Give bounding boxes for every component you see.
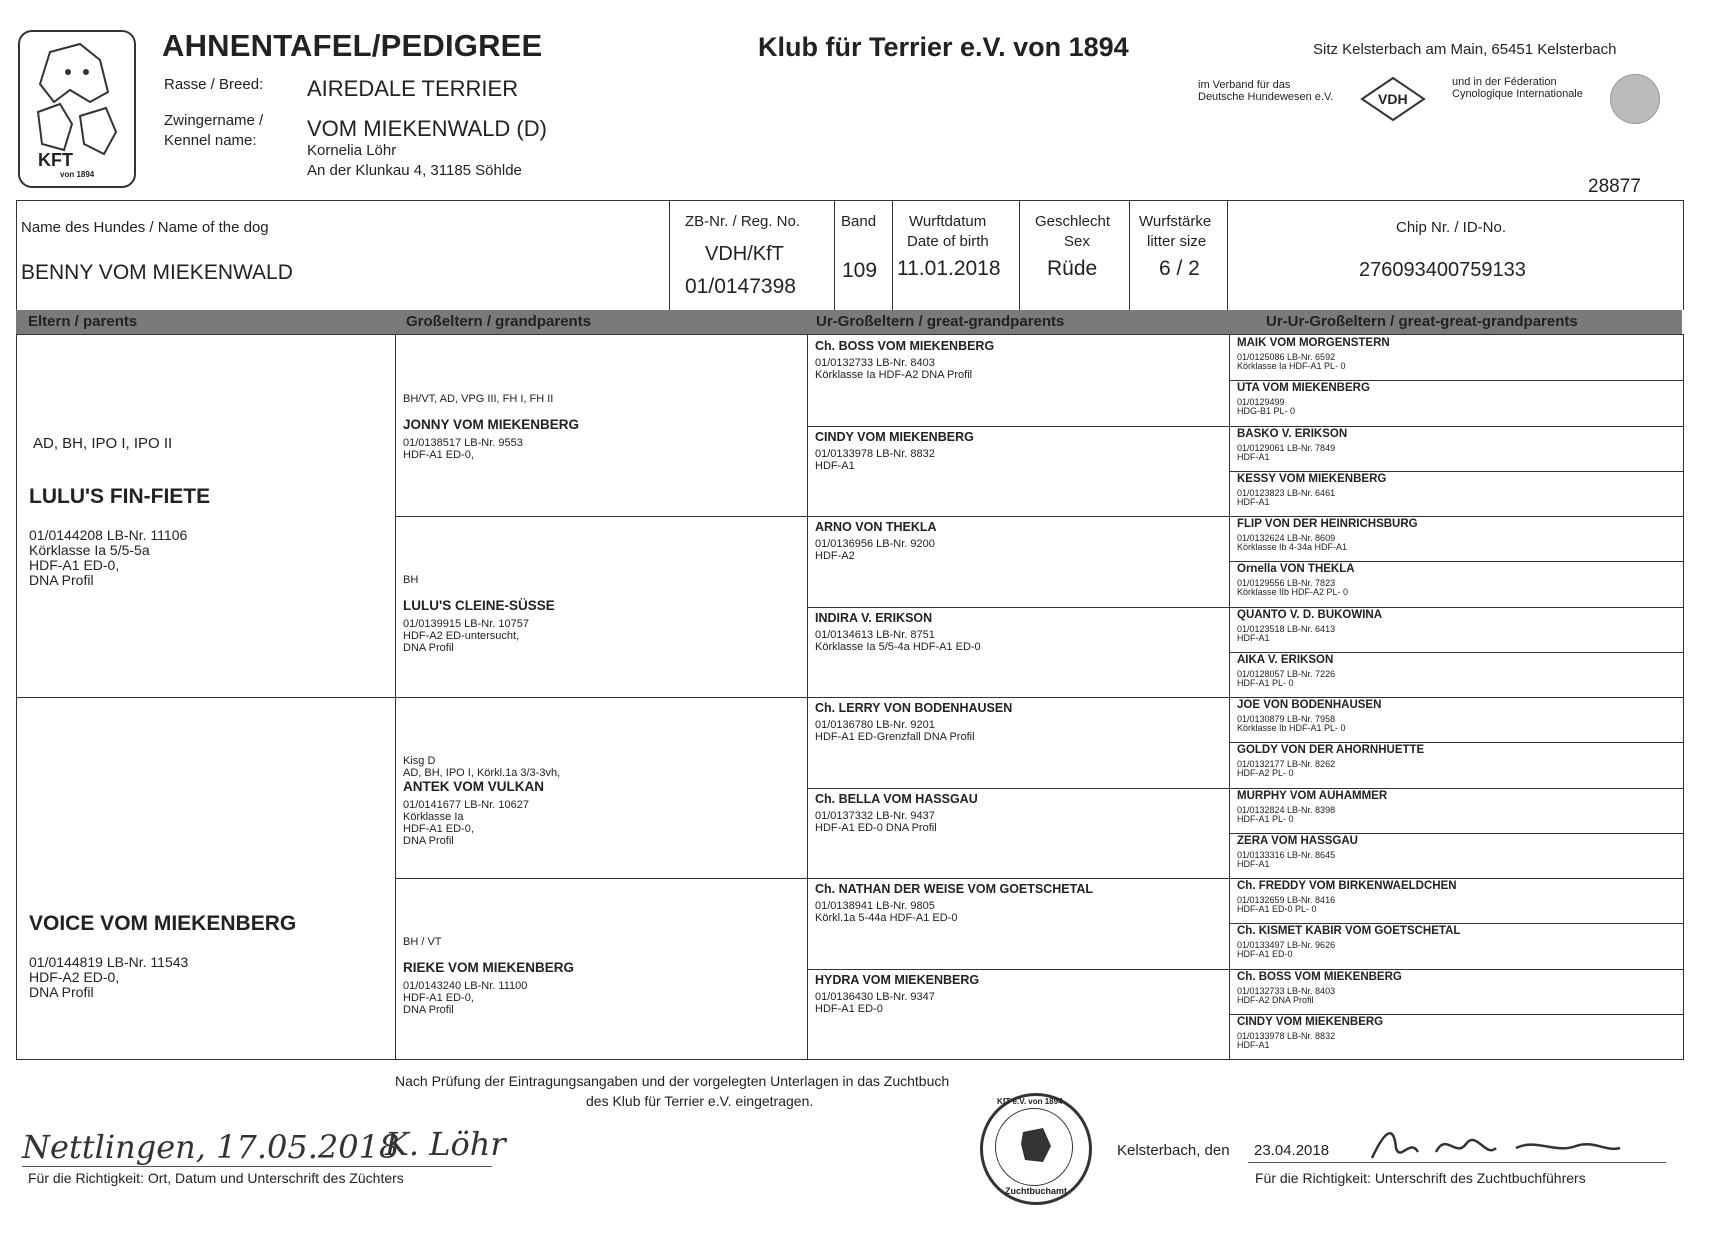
great-cell <box>815 607 1223 698</box>
kennel-label-2: Kennel name: <box>164 132 257 149</box>
club-seat: Sitz Kelsterbach am Main, 65451 Kelsterbach <box>1313 41 1617 58</box>
great-great-grandparent-line-2: HDF-A1 PL- 0 <box>1237 677 1294 688</box>
fci-text-1: und in der Féderation <box>1452 76 1557 88</box>
great-great-grandparent-name: BASKO V. ERIKSON <box>1237 427 1348 440</box>
club-name: Klub für Terrier e.V. von 1894 <box>758 32 1129 62</box>
dob-value: 11.01.2018 <box>897 257 1001 280</box>
parent-line-4: DNA Profil <box>29 572 94 588</box>
great-grandparent-line-2: HDF-A1 ED-0 DNA Profil <box>815 821 937 834</box>
dob-label-2: Date of birth <box>907 233 989 250</box>
great-great-cell <box>1237 788 1677 833</box>
grandparents-cell <box>403 516 801 697</box>
parent-name: VOICE VOM MIEKENBERG <box>29 912 297 935</box>
great-grandparent-line-1: 01/0136780 LB-Nr. 9201 <box>815 719 935 731</box>
great-great-grandparent-line-2: HDF-A1 <box>1237 632 1270 643</box>
great-great-grandparent-line-2: HDG-B1 PL- 0 <box>1237 406 1296 417</box>
great-grandparent-name: Ch. LERRY VON BODENHAUSEN <box>815 701 1013 715</box>
great-great-grandparent-name: MURPHY VOM AUHAMMER <box>1237 789 1388 802</box>
chip-label: Chip Nr. / ID-No. <box>1396 219 1507 236</box>
great-great-grandparent-line-1: 01/0129556 LB-Nr. 7823 <box>1237 578 1336 589</box>
great-great-grandparent-line-1: 01/0123823 LB-Nr. 6461 <box>1237 487 1336 498</box>
great-great-grandparent-name: MAIK VOM MORGENSTERN <box>1237 337 1390 349</box>
great-grandparent-name: Ch. BELLA VOM HASSGAU <box>815 791 978 806</box>
grandparent-line-2: HDF-A1 ED-0, <box>403 449 474 461</box>
great-great-grandparent-name: JOE VON BODENHAUSEN <box>1237 699 1382 711</box>
logo-sub: von 1894 <box>60 170 95 179</box>
great-cell <box>815 697 1223 788</box>
registrar-signature-icon <box>1366 1118 1626 1174</box>
great-great-grandparent-line-1: 01/0133978 LB-Nr. 8832 <box>1237 1030 1336 1041</box>
great-great-grandparent-name: QUANTO V. D. BUKOWINA <box>1237 608 1383 621</box>
grandparent-line-2: Körklasse Ia <box>403 811 464 823</box>
great-great-cell <box>1237 516 1677 561</box>
great-great-grandparent-line-1: 01/0129061 LB-Nr. 7849 <box>1237 442 1336 453</box>
owner-address: An der Klunkau 4, 31185 Söhlde <box>307 162 522 179</box>
great-great-grandparent-name: GOLDY VON DER AHORNHUETTE <box>1237 744 1425 757</box>
great-cell <box>815 335 1223 426</box>
great-great-grandparent-line-2: Körklasse Ia HDF-A1 PL- 0 <box>1237 361 1346 371</box>
grandparent-line-3: HDF-A1 ED-0, <box>403 823 474 835</box>
col-great: Ur-Großeltern / great-grandparents <box>816 313 1065 330</box>
grandparent-titles: BH <box>403 574 419 586</box>
grandparent-line-1: 01/0139915 LB-Nr. 10757 <box>403 618 529 630</box>
great-grandparent-name: CINDY VOM MIEKENBERG <box>815 429 974 444</box>
sex-value: Rüde <box>1047 257 1098 280</box>
grandparent-line-2: HDF-A2 ED-untersucht, <box>403 630 520 642</box>
grandparent-name: RIEKE VOM MIEKENBERG <box>403 960 575 975</box>
registrar-label: Für die Richtigkeit: Unterschrift des Zuchtbuchführers <box>1255 1170 1586 1186</box>
logo-text: KFT <box>38 150 73 170</box>
page-title: AHNENTAFEL/PEDIGREE <box>162 28 543 63</box>
grandparent-line-1: 01/0143240 LB-Nr. 11100 <box>403 980 528 992</box>
vdh-logo-text: VDH <box>1378 91 1408 107</box>
breeder-signature-date: Nettlingen, 17.05.2018 <box>22 1128 400 1166</box>
dog-name: BENNY VOM MIEKENWALD <box>21 261 293 284</box>
great-great-grandparent-line-1: 01/0132624 LB-Nr. 8609 <box>1237 533 1336 543</box>
parent-line-2: Körklasse Ia 5/5-5a <box>29 542 150 558</box>
breed-value: AIREDALE TERRIER <box>307 76 519 101</box>
great-cell <box>815 426 1223 517</box>
great-great-grandparent-line-2: HDF-A2 PL- 0 <box>1237 768 1294 779</box>
grandparent-line-2: HDF-A1 ED-0, <box>403 992 474 1004</box>
grandparent-titles: BH / VT <box>403 936 442 948</box>
grandparent-name: JONNY VOM MIEKENBERG <box>403 417 580 432</box>
col-parents: Eltern / parents <box>28 313 138 330</box>
great-grandparent-line-1: 01/0132733 LB-Nr. 8403 <box>815 357 935 369</box>
great-grandparent-line-1: 01/0137332 LB-Nr. 9437 <box>815 809 935 822</box>
great-great-grandparent-name: Ch. FREDDY VOM BIRKENWAELDCHEN <box>1237 880 1457 892</box>
great-great-grandparent-line-1: 01/0132824 LB-Nr. 8398 <box>1237 804 1336 815</box>
kft-logo <box>18 30 136 188</box>
great-great-grandparent-line-2: Körklasse Ib 4-34a HDF-A1 <box>1237 542 1348 552</box>
sex-label-2: Sex <box>1064 233 1090 250</box>
parent-line-3: HDF-A1 ED-0, <box>29 557 120 573</box>
great-cell <box>815 516 1223 607</box>
great-great-grandparent-line-1: 01/0133497 LB-Nr. 9626 <box>1237 940 1336 951</box>
great-great-grandparent-name: AIKA V. ERIKSON <box>1237 653 1334 666</box>
great-great-grandparent-line-2: HDF-A1 ED-0 PL- 0 <box>1237 904 1317 914</box>
parent-line-3: DNA Profil <box>29 984 94 1000</box>
great-great-grandparent-name: CINDY VOM MIEKENBERG <box>1237 1015 1384 1028</box>
great-great-cell <box>1237 697 1677 742</box>
great-cell <box>815 788 1223 879</box>
great-great-grandparent-line-2: HDF-A1 <box>1237 496 1270 507</box>
parent-line-1: 01/0144819 LB-Nr. 11543 <box>29 954 189 970</box>
great-great-cell <box>1237 969 1677 1014</box>
great-great-cell <box>1237 652 1677 697</box>
great-great-grandparent-line-2: HDF-A2 DNA Profil <box>1237 994 1314 1005</box>
col-grandparents: Großeltern / grandparents <box>406 313 592 330</box>
great-great-grandparent-line-2: HDF-A1 <box>1237 1039 1270 1050</box>
great-great-grandparent-line-1: 01/0128057 LB-Nr. 7226 <box>1237 668 1336 679</box>
great-great-grandparent-line-2: Körklasse IIb HDF-A2 PL- 0 <box>1237 587 1349 598</box>
great-cell <box>815 878 1223 969</box>
column-header-band <box>16 310 1682 334</box>
great-great-grandparent-line-2: HDF-A1 PL- 0 <box>1237 813 1294 824</box>
great-grandparent-line-1: 01/0133978 LB-Nr. 8832 <box>815 447 935 460</box>
stamp-top-text: KfT e.V. von 1894 <box>997 1097 1063 1106</box>
great-great-cell <box>1237 380 1677 425</box>
great-grandparent-name: INDIRA V. ERIKSON <box>815 610 933 625</box>
great-great-grandparent-name: Ch. BOSS VOM MIEKENBERG <box>1237 970 1402 983</box>
grandparents-cell <box>403 335 801 516</box>
great-great-grandparent-name: KESSY VOM MIEKENBERG <box>1237 472 1387 485</box>
vdh-text-2: Deutsche Hundewesen e.V. <box>1198 91 1334 103</box>
breeder-label: Für die Richtigkeit: Ort, Datum und Unterschrift des Züchters <box>28 1170 404 1186</box>
grandparent-name: ANTEK VOM VULKAN <box>403 779 544 794</box>
litter-label-2: litter size <box>1147 233 1207 250</box>
great-grandparent-name: Ch. NATHAN DER WEISE VOM GOETSCHETAL <box>815 882 1094 896</box>
breed-label: Rasse / Breed: <box>164 76 264 93</box>
dog-info-box <box>16 200 1684 310</box>
great-grandparent-line-1: 01/0136956 LB-Nr. 9200 <box>815 538 935 550</box>
pedigree-table <box>16 334 1684 1060</box>
grandparent-titles: Kisg D AD, BH, IPO I, Körkl.1a 3/3-3vh, <box>403 755 561 779</box>
kennel-value: VOM MIEKENWALD (D) <box>307 116 547 141</box>
col-great-great: Ur-Ur-Großeltern / great-great-grandparents <box>1266 313 1578 330</box>
great-great-cell <box>1237 878 1677 923</box>
terrier-icon <box>1017 1126 1055 1166</box>
great-great-cell <box>1237 471 1677 516</box>
great-great-grandparent-line-2: HDF-A1 <box>1237 451 1270 462</box>
great-grandparent-line-2: HDF-A1 ED-0 <box>815 1002 883 1015</box>
fci-logo-icon <box>1610 74 1660 124</box>
dob-label-1: Wurftdatum <box>909 213 987 230</box>
litter-label-1: Wurfstärke <box>1139 213 1212 230</box>
document-number: 28877 <box>1588 176 1641 197</box>
great-grandparent-line-2: Körkl.1a 5-44a HDF-A1 ED-0 <box>815 912 958 924</box>
great-great-grandparent-line-1: 01/0132733 LB-Nr. 8403 <box>1237 985 1336 996</box>
great-great-grandparent-line-1: 01/0129499 <box>1237 397 1285 408</box>
great-great-grandparent-line-1: 01/0133316 LB-Nr. 8645 <box>1237 849 1336 860</box>
kennel-label-1: Zwingername / <box>164 112 264 129</box>
grandparent-line-3: DNA Profil <box>403 1004 454 1016</box>
great-grandparent-line-2: HDF-A2 <box>815 550 855 562</box>
stamp-bottom-text: Zuchtbuchamt <box>1005 1186 1067 1196</box>
great-great-grandparent-name: UTA VOM MIEKENBERG <box>1237 382 1370 395</box>
great-grandparent-line-1: 01/0136430 LB-Nr. 9347 <box>815 990 935 1003</box>
dog-name-label: Name des Hundes / Name of the dog <box>21 219 269 236</box>
grandparent-line-1: 01/0141677 LB-Nr. 10627 <box>403 799 529 811</box>
great-great-grandparent-name: Ch. KISMET KABIR VOM GOETSCHETAL <box>1237 925 1461 938</box>
place-date-label: Kelsterbach, den <box>1117 1142 1230 1159</box>
fci-text-2: Cynologique Internationale <box>1452 88 1583 100</box>
great-grandparent-name: HYDRA VOM MIEKENBERG <box>815 972 980 987</box>
registration-note-1: Nach Prüfung der Eintragungsangaben und der vorgelegten Unterlagen in das Zuchtbuch <box>395 1073 950 1089</box>
great-grandparent-line-2: Körklasse Ia HDF-A2 DNA Profil <box>815 369 973 381</box>
reg-number: 01/0147398 <box>685 275 796 298</box>
parent-line-1: 01/0144208 LB-Nr. 11106 <box>29 527 188 543</box>
great-great-cell <box>1237 561 1677 606</box>
owner-name: Kornelia Löhr <box>307 142 397 159</box>
parent-line-2: HDF-A2 ED-0, <box>29 969 120 985</box>
great-great-cell <box>1237 923 1677 968</box>
parents-cell <box>25 697 389 1059</box>
great-grandparent-line-2: HDF-A1 <box>815 459 855 472</box>
reg-label: ZB-Nr. / Reg. No. <box>685 213 801 230</box>
great-great-grandparent-line-2: Körklasse Ib HDF-A1 PL- 0 <box>1237 723 1346 733</box>
great-grandparent-line-1: 01/0134613 LB-Nr. 8751 <box>815 628 935 641</box>
litter-value: 6 / 2 <box>1159 257 1200 280</box>
grandparent-titles: BH/VT, AD, VPG III, FH I, FH II <box>403 393 554 405</box>
great-cell <box>815 969 1223 1060</box>
great-grandparent-line-2: HDF-A1 ED-Grenzfall DNA Profil <box>815 731 975 743</box>
chip-value: 276093400759133 <box>1359 259 1526 281</box>
great-grandparent-line-1: 01/0138941 LB-Nr. 9805 <box>815 900 935 912</box>
great-great-grandparent-name: ZERA VOM HASSGAU <box>1237 834 1358 847</box>
sex-label-1: Geschlecht <box>1035 213 1111 230</box>
great-great-cell <box>1237 833 1677 878</box>
grandparent-name: LULU'S CLEINE-SÜSSE <box>403 598 555 613</box>
parent-titles: AD, BH, IPO I, IPO II <box>33 435 173 452</box>
great-great-cell <box>1237 607 1677 652</box>
grandparent-line-3: DNA Profil <box>403 642 454 654</box>
zuchtbuchamt-stamp <box>980 1093 1092 1205</box>
great-great-cell <box>1237 426 1677 471</box>
great-great-cell <box>1237 742 1677 787</box>
great-great-grandparent-name: Ornella VON THEKLA <box>1237 563 1355 576</box>
great-great-cell <box>1237 1014 1677 1059</box>
grandparents-cell <box>403 697 801 878</box>
registration-note-2: des Klub für Terrier e.V. eingetragen. <box>586 1093 814 1109</box>
great-grandparent-line-2: Körklasse Ia 5/5-4a HDF-A1 ED-0 <box>815 640 981 653</box>
breeder-signature-name: K. Löhr <box>385 1125 506 1163</box>
great-grandparent-name: Ch. BOSS VOM MIEKENBERG <box>815 339 995 353</box>
vdh-logo <box>1360 76 1426 122</box>
parents-cell <box>25 335 389 697</box>
great-great-grandparent-line-1: 01/0130879 LB-Nr. 7958 <box>1237 714 1336 724</box>
parent-name: LULU'S FIN-FIETE <box>29 485 211 508</box>
place-date-value: 23.04.2018 <box>1254 1142 1330 1159</box>
great-great-grandparent-name: FLIP VON DER HEINRICHSBURG <box>1237 518 1418 530</box>
great-great-cell <box>1237 335 1677 380</box>
great-grandparent-name: ARNO VON THEKLA <box>815 520 937 534</box>
reg-org: VDH/KfT <box>705 243 784 265</box>
band-label: Band <box>841 213 877 230</box>
great-great-grandparent-line-1: 01/0132659 LB-Nr. 8416 <box>1237 895 1336 905</box>
great-great-grandparent-line-1: 01/0125086 LB-Nr. 6592 <box>1237 352 1336 362</box>
grandparent-line-1: 01/0138517 LB-Nr. 9553 <box>403 437 523 449</box>
vdh-text-1: im Verband für das <box>1198 79 1291 91</box>
great-great-grandparent-line-1: 01/0132177 LB-Nr. 8262 <box>1237 759 1336 770</box>
great-great-grandparent-line-2: HDF-A1 <box>1237 858 1270 869</box>
great-great-grandparent-line-1: 01/0123518 LB-Nr. 6413 <box>1237 623 1336 634</box>
great-great-grandparent-line-2: HDF-A1 ED-0 <box>1237 949 1293 960</box>
grandparents-cell <box>403 878 801 1059</box>
band-value: 109 <box>842 259 878 282</box>
grandparent-line-4: DNA Profil <box>403 835 454 847</box>
